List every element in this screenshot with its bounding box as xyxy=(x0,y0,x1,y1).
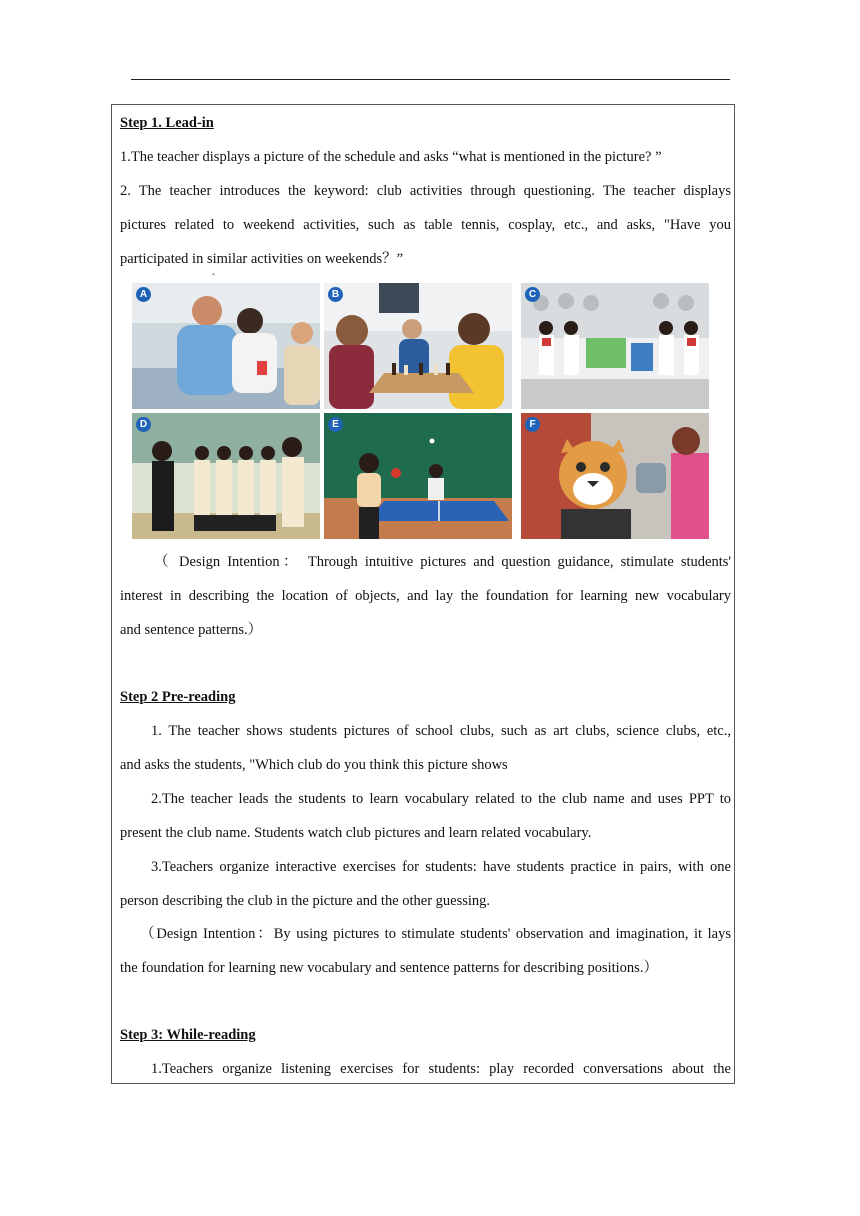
students-science-lab-photo xyxy=(132,283,320,409)
lesson-plan-table-cell xyxy=(111,104,735,1084)
step1-para2-line1: 2. The teacher introduces the keyword: club activities through questioning. The teacher displays xyxy=(120,183,731,199)
step1-heading: Step 1. Lead-in xyxy=(120,115,214,131)
step1-design-line1: （ Design Intention： Through intuitive pictures and question guidance, stimulate students' xyxy=(154,554,731,570)
step1-line1: 1.The teacher displays a picture of the schedule and asks “what is mentioned in the picture? ” xyxy=(120,149,662,165)
step3-heading: Step 3: While-reading xyxy=(120,1027,256,1043)
face-painting-photo xyxy=(521,413,709,539)
photo-label-a: A xyxy=(136,287,151,302)
step2-heading: Step 2 Pre-reading xyxy=(120,689,236,705)
art-club-display-photo xyxy=(521,283,709,409)
photo-label-b: B xyxy=(328,287,343,302)
photo-label-d: D xyxy=(136,417,151,432)
step2-design-line2: the foundation for learning new vocabulary and sentence patterns for describing positions.） xyxy=(120,960,658,976)
header-rule xyxy=(131,79,730,80)
step1-design-line2: interest in describing the location of objects, and lay the foundation for learning new vocabulary xyxy=(120,588,731,604)
stray-mark: ˆ xyxy=(212,272,215,282)
step3-p1-line1: 1.Teachers organize listening exercises for students: play recorded conversations about the xyxy=(151,1061,731,1077)
step2-p2-line2: present the club name. Students watch club pictures and learn related vocabulary. xyxy=(120,825,592,841)
step1-para2-line3: participated in similar activities on weekends？” xyxy=(120,251,404,267)
table-tennis-photo xyxy=(324,413,512,539)
step2-design-line1: （Design Intention：By using pictures to stimulate students' observation and imagination, it lays xyxy=(140,926,731,942)
step2-p2-line1: 2.The teacher leads the students to learn vocabulary related to the club name and uses PPT to xyxy=(151,791,731,807)
photo-label-e: E xyxy=(328,417,343,432)
step2-p3-line1: 3.Teachers organize interactive exercises for students: have students practice in pairs, with one xyxy=(151,859,731,875)
step2-p1-line2: and asks the students, "Which club do you think this picture shows xyxy=(120,757,508,773)
photo-label-c: C xyxy=(525,287,540,302)
step1-design-line3: and sentence patterns.） xyxy=(120,622,263,638)
step2-p1-line1: 1. The teacher shows students pictures of school clubs, such as art clubs, science clubs, etc., xyxy=(151,723,731,739)
chess-game-photo xyxy=(324,283,512,409)
step1-para2-line2: pictures related to weekend activities, such as table tennis, cosplay, etc., and asks, "Have you xyxy=(120,217,731,233)
choir-singing-photo xyxy=(132,413,320,539)
step2-p3-line2: person describing the club in the picture and the other guessing. xyxy=(120,893,491,909)
photo-label-f: F xyxy=(525,417,540,432)
